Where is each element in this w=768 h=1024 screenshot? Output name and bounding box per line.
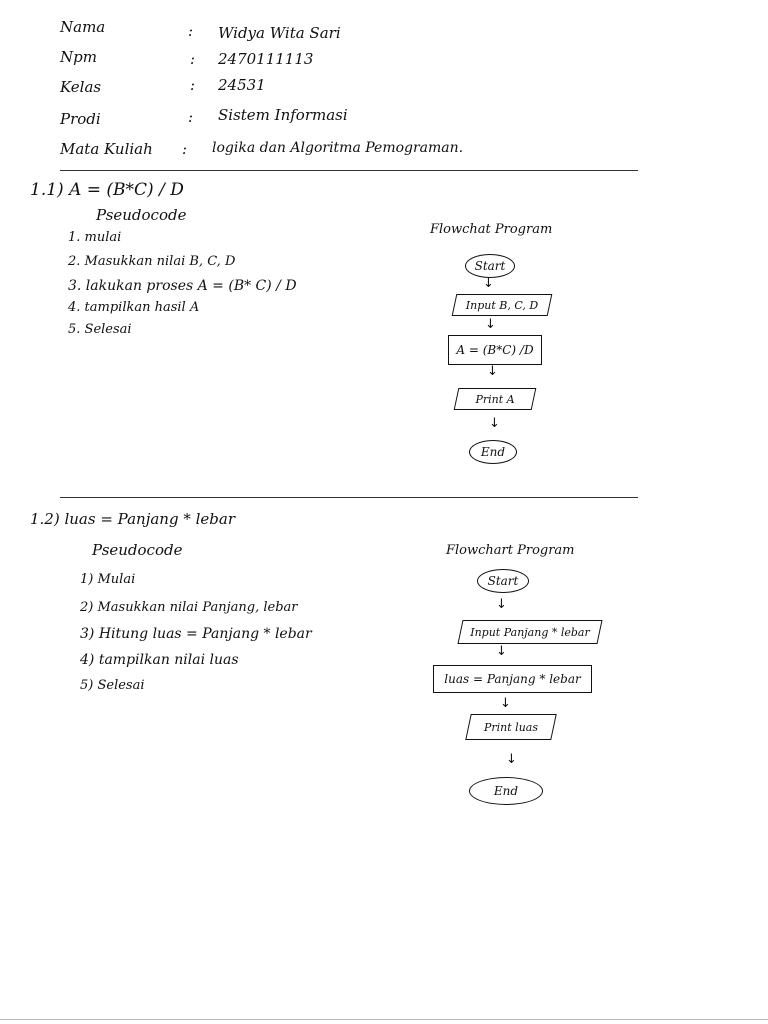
q2-end-terminal	[469, 777, 543, 805]
kelas-label: Kelas	[60, 78, 102, 96]
q1-step: 2. Masukkan nilai B, C, D	[68, 254, 236, 269]
q2-start-label: Start	[487, 574, 519, 588]
q2-step: 5) Selesai	[80, 678, 145, 693]
q2-end-label: End	[493, 784, 519, 798]
q1-step: 4. tampilkan hasil A	[68, 300, 200, 315]
npm-value: 2470111113	[218, 50, 314, 68]
q2-input-label: Input Panjang * lebar	[470, 625, 590, 639]
q1-step: 5. Selesai	[68, 322, 132, 337]
q1-input-label: Input B, C, D	[465, 298, 539, 312]
q1-end-label: End	[480, 445, 506, 459]
q1-arrow-down-icon: ↓	[485, 317, 496, 332]
q2-title: 1.2) luas = Panjang * lebar	[30, 510, 235, 528]
q1-process-label: A = (B*C) /D	[456, 343, 534, 357]
q1-output-box	[456, 388, 534, 410]
q1-arrow-down-icon: ↓	[483, 276, 494, 291]
npm-colon: :	[190, 50, 196, 68]
q2-arrow-down-icon: ↓	[500, 696, 511, 711]
q2-step: 1) Mulai	[80, 572, 136, 587]
matkul-value: logika dan Algoritma Pemograman.	[212, 140, 464, 156]
kelas-colon: :	[190, 76, 196, 94]
q1-output-label: Print A	[475, 392, 515, 406]
page-bottom-edge	[0, 1019, 768, 1020]
q2-output-box	[468, 714, 554, 740]
q2-step: 4) tampilkan nilai luas	[80, 652, 239, 668]
nama-label: Nama	[60, 18, 106, 36]
q2-arrow-down-icon: ↓	[496, 644, 507, 659]
q1-input-box	[454, 294, 550, 316]
q1-step: 3. lakukan proses A = (B* C) / D	[68, 278, 297, 294]
q1-arrow-down-icon: ↓	[489, 416, 500, 431]
matkul-label: Mata Kuliah	[60, 140, 153, 158]
q1-process-box	[448, 335, 542, 365]
q2-flowchart-title: Flowchart Program	[446, 543, 575, 558]
matkul-colon: :	[182, 140, 188, 158]
q1-title: 1.1) A = (B*C) / D	[30, 180, 184, 200]
q2-process-box	[433, 665, 592, 693]
q1-start-terminal	[465, 254, 515, 278]
prodi-label: Prodi	[60, 110, 101, 128]
header-divider	[60, 170, 638, 171]
q1-flowchart-title: Flowchat Program	[430, 222, 553, 237]
q2-pseudocode-title: Pseudocode	[92, 541, 183, 559]
nama-colon: :	[188, 22, 194, 40]
kelas-value: 24531	[218, 76, 266, 94]
q1-step: 1. mulai	[68, 230, 122, 245]
q2-process-label: luas = Panjang * lebar	[444, 672, 581, 686]
q1-end-terminal	[469, 440, 517, 464]
section-divider	[60, 497, 638, 498]
q1-arrow-down-icon: ↓	[487, 364, 498, 379]
prodi-value: Sistem Informasi	[218, 106, 348, 124]
q2-arrow-down-icon: ↓	[496, 597, 507, 612]
npm-label: Npm	[60, 48, 97, 66]
q2-input-box	[460, 620, 600, 644]
prodi-colon: :	[188, 108, 194, 126]
nama-value: Widya Wita Sari	[218, 24, 341, 42]
q2-step: 3) Hitung luas = Panjang * lebar	[80, 626, 312, 642]
q2-step: 2) Masukkan nilai Panjang, lebar	[80, 600, 298, 615]
q1-start-label: Start	[474, 259, 506, 273]
q1-pseudocode-title: Pseudocode	[96, 206, 187, 224]
q2-arrow-down-icon: ↓	[506, 752, 517, 767]
q2-output-label: Print luas	[484, 720, 538, 734]
q2-start-terminal	[477, 569, 529, 593]
